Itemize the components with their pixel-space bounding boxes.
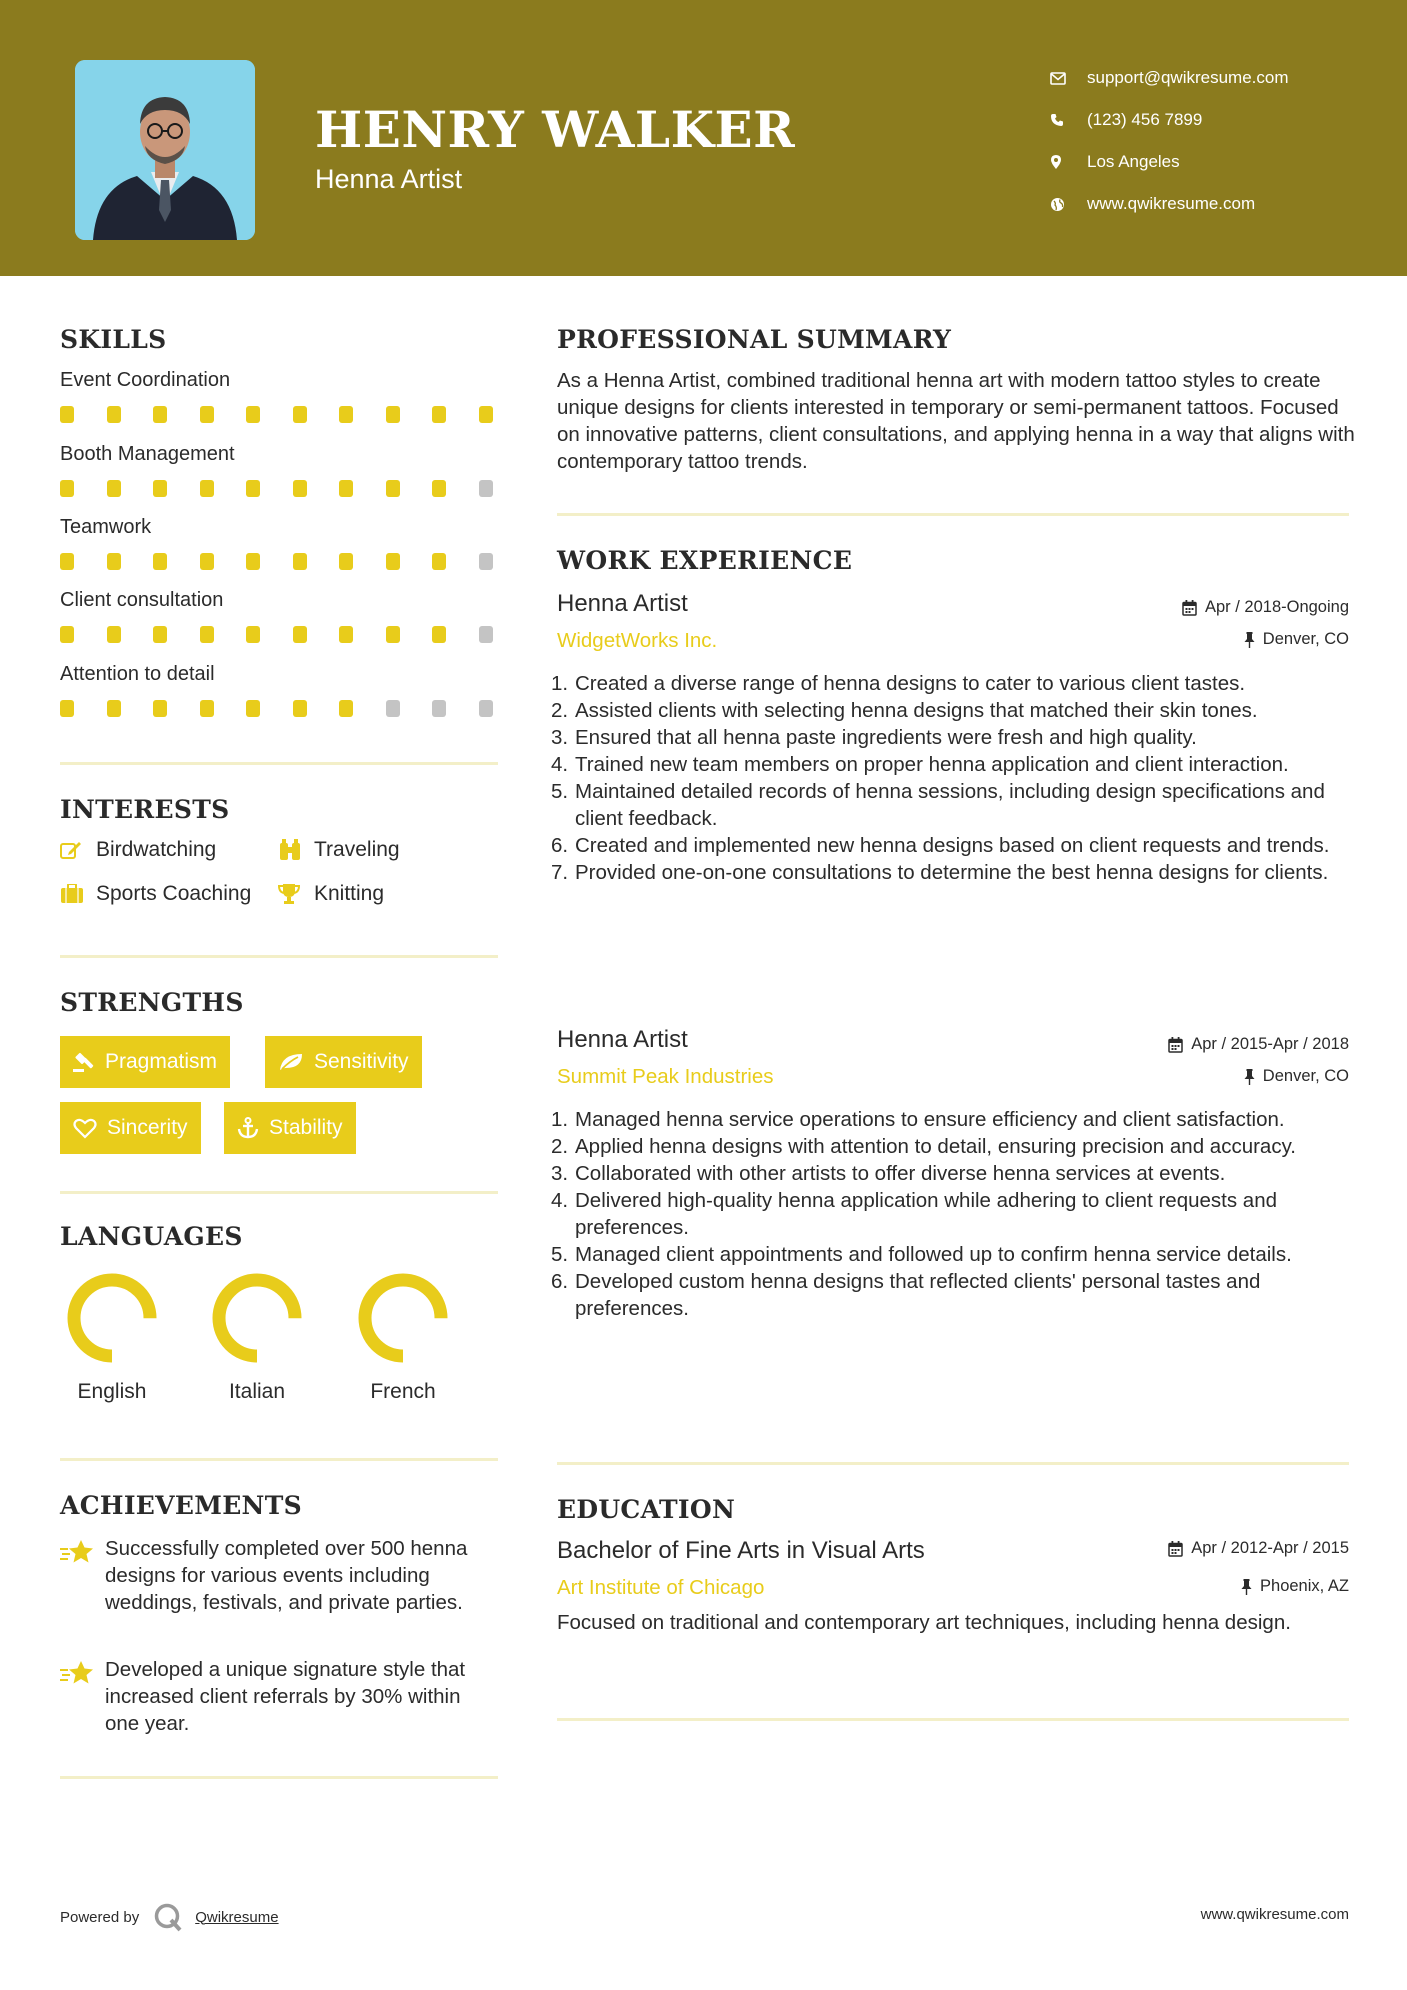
pushpin-icon xyxy=(1244,1069,1255,1085)
skill-dot xyxy=(107,626,121,643)
qwikresume-logo-icon xyxy=(153,1902,183,1932)
section-divider xyxy=(60,1458,498,1461)
language-ring-arc xyxy=(219,1280,295,1356)
skill-dot xyxy=(200,700,214,717)
strength-tag xyxy=(60,1102,201,1154)
skill-dot xyxy=(386,626,400,643)
education-dates-text: Apr / 2012-Apr / 2015 xyxy=(1191,1539,1349,1557)
skill-dot xyxy=(107,480,121,497)
skill-dot xyxy=(60,626,74,643)
skill-dot xyxy=(386,406,400,423)
profile-photo xyxy=(75,60,255,240)
contact-website[interactable] xyxy=(1050,183,1289,225)
language-ring xyxy=(66,1272,158,1364)
duty-item xyxy=(551,859,1357,886)
duty-text: Managed client appointments and followed up to confirm henna service details. xyxy=(575,1243,1292,1266)
strength-label: Sincerity xyxy=(107,1116,188,1139)
school-name: Art Institute of Chicago xyxy=(557,1576,765,1599)
interest-item xyxy=(278,838,400,862)
skill-dot xyxy=(246,406,260,423)
interest-item xyxy=(60,838,216,862)
footer-powered-by xyxy=(60,1902,279,1932)
duty-list xyxy=(551,670,1357,886)
skill-dot xyxy=(200,406,214,423)
duty-text: Collaborated with other artists to offer diverse henna services at events. xyxy=(575,1162,1226,1185)
section-divider xyxy=(557,1718,1349,1721)
duty-item xyxy=(551,697,1357,724)
skill-rating xyxy=(60,480,500,496)
summary-heading: PROFESSIONAL SUMMARY xyxy=(557,325,952,354)
achievements-heading: ACHIEVEMENTS xyxy=(60,1491,302,1520)
contact-website-text: www.qwikresume.com xyxy=(1087,194,1256,213)
skill-dot xyxy=(60,700,74,717)
duty-item xyxy=(551,1133,1357,1160)
heart-icon xyxy=(73,1118,97,1139)
candidate-title: Henna Artist xyxy=(315,164,463,194)
skill-dot xyxy=(153,553,167,570)
duty-text: Developed custom henna designs that reflected clients' personal tastes and preferences. xyxy=(575,1270,1261,1320)
strength-label: Sensitivity xyxy=(314,1050,409,1073)
envelope-icon xyxy=(1050,72,1087,85)
duty-number: 3. xyxy=(551,1162,569,1185)
anchor-icon xyxy=(237,1117,259,1139)
skill-dot xyxy=(107,406,121,423)
duty-item xyxy=(551,1241,1357,1268)
job-title: Henna Artist xyxy=(557,1026,688,1053)
strength-tag xyxy=(265,1036,422,1088)
skill-dot xyxy=(339,406,353,423)
summary-text: As a Henna Artist, combined traditional henna art with modern tattoo styles to create unique designs for clients interested in temporary or semi-permanent tattoos. Focused on innovative patterns, client consultations, and applying henna in a way that aligns with contemporary tattoo trends. xyxy=(557,369,1355,473)
skill-dot xyxy=(293,700,307,717)
duty-text: Managed henna service operations to ensure efficiency and client satisfaction. xyxy=(575,1108,1285,1131)
skill-rating xyxy=(60,406,500,422)
interest-item xyxy=(60,882,251,906)
skill-dot xyxy=(246,626,260,643)
map-pin-icon xyxy=(1050,154,1087,170)
section-divider xyxy=(60,1191,498,1194)
duty-number: 4. xyxy=(551,753,569,776)
interests-heading: INTERESTS xyxy=(60,795,230,824)
calendar-icon xyxy=(1182,600,1197,616)
duty-number: 2. xyxy=(551,1135,569,1158)
skill-name: Event Coordination xyxy=(60,369,231,391)
duty-number: 4. xyxy=(551,1189,569,1212)
contact-list xyxy=(1050,57,1289,225)
duty-number: 1. xyxy=(551,1108,569,1131)
job-location-text: Denver, CO xyxy=(1262,1067,1349,1085)
duty-number: 6. xyxy=(551,1270,569,1293)
skill-dot xyxy=(153,480,167,497)
skill-dot xyxy=(386,553,400,570)
skill-dot xyxy=(432,553,446,570)
interest-label: Traveling xyxy=(314,838,400,861)
interest-label: Sports Coaching xyxy=(96,882,252,905)
duty-item xyxy=(551,832,1357,859)
language-name: English xyxy=(77,1380,147,1403)
duty-number: 2. xyxy=(551,699,569,722)
skill-rating xyxy=(60,626,500,642)
skill-dot xyxy=(293,480,307,497)
contact-phone[interactable] xyxy=(1050,99,1289,141)
skill-dot xyxy=(479,480,493,497)
language-name: Italian xyxy=(228,1380,286,1403)
leaf-icon xyxy=(278,1052,304,1072)
achievement-text: Successfully completed over 500 henna designs for various events including weddings, festivals, and private parties. xyxy=(105,1537,468,1614)
pushpin-icon xyxy=(1241,1579,1252,1595)
shooting-star-icon xyxy=(60,1535,105,1616)
skill-dot xyxy=(479,553,493,570)
candidate-name: HENRY WALKER xyxy=(315,100,796,159)
achievement-item xyxy=(60,1535,500,1616)
skill-rating xyxy=(60,553,500,569)
skill-dot xyxy=(200,626,214,643)
contact-email-text: support@qwikresume.com xyxy=(1087,68,1289,87)
contact-email[interactable] xyxy=(1050,57,1289,99)
duty-text: Applied henna designs with attention to detail, ensuring precision and accuracy. xyxy=(575,1135,1296,1158)
company-name: WidgetWorks Inc. xyxy=(557,629,718,652)
strength-tag xyxy=(60,1036,230,1088)
strength-label: Pragmatism xyxy=(105,1050,218,1073)
skill-dot xyxy=(339,626,353,643)
strength-tag xyxy=(224,1102,356,1154)
globe-icon xyxy=(1050,197,1087,212)
pushpin-icon xyxy=(1244,632,1255,648)
section-divider xyxy=(557,513,1349,516)
job-title: Henna Artist xyxy=(557,590,688,617)
duty-number: 1. xyxy=(551,672,569,695)
skill-dot xyxy=(339,480,353,497)
contact-phone-text: (123) 456 7899 xyxy=(1087,110,1203,129)
contact-location-text: Los Angeles xyxy=(1087,152,1180,171)
skill-dot xyxy=(153,406,167,423)
duty-item xyxy=(551,724,1357,751)
duty-text: Assisted clients with selecting henna designs that matched their skin tones. xyxy=(575,699,1258,722)
skill-name: Teamwork xyxy=(60,516,152,538)
duty-number: 6. xyxy=(551,834,569,857)
language-name: French xyxy=(370,1380,436,1403)
degree-name: Bachelor of Fine Arts in Visual Arts xyxy=(557,1537,925,1564)
skill-dot xyxy=(200,553,214,570)
powered-by-text: Powered by xyxy=(60,1908,140,1926)
skill-name: Client consultation xyxy=(60,589,224,611)
section-divider xyxy=(557,1462,1349,1465)
duty-item xyxy=(551,778,1357,832)
skill-dot xyxy=(339,553,353,570)
duty-text: Ensured that all henna paste ingredients were fresh and high quality. xyxy=(575,726,1197,749)
qwikresume-link[interactable]: Qwikresume xyxy=(195,1908,279,1926)
duty-number: 5. xyxy=(551,1243,569,1266)
trophy-icon xyxy=(278,883,314,905)
strengths-heading: STRENGTHS xyxy=(60,988,244,1017)
language-ring xyxy=(211,1272,303,1364)
skill-dot xyxy=(107,700,121,717)
skill-dot xyxy=(153,626,167,643)
language-item xyxy=(348,1272,458,1404)
company-name: Summit Peak Industries xyxy=(557,1065,774,1088)
achievement-item xyxy=(60,1656,500,1737)
duty-text: Trained new team members on proper henna application and client interaction. xyxy=(575,753,1289,776)
skill-dot xyxy=(60,406,74,423)
calendar-icon xyxy=(1168,1541,1183,1557)
skill-dot xyxy=(200,480,214,497)
job-dates xyxy=(1168,1035,1349,1054)
achievement-text: Developed a unique signature style that increased client referrals by 30% within one year. xyxy=(105,1658,466,1735)
experience-heading: WORK EXPERIENCE xyxy=(557,546,853,575)
phone-icon xyxy=(1050,113,1087,127)
profile-photo-image xyxy=(75,60,255,240)
skill-dot xyxy=(479,406,493,423)
skill-dot xyxy=(60,553,74,570)
skill-dot xyxy=(339,700,353,717)
duty-number: 7. xyxy=(551,861,569,884)
skill-dot xyxy=(246,553,260,570)
skill-dot xyxy=(153,700,167,717)
education-heading: EDUCATION xyxy=(557,1495,736,1524)
skill-dot xyxy=(479,626,493,643)
duty-item xyxy=(551,670,1357,697)
language-item xyxy=(202,1272,312,1404)
section-divider xyxy=(60,1776,498,1779)
section-divider xyxy=(60,762,498,765)
duty-item xyxy=(551,751,1357,778)
skill-rating xyxy=(60,700,500,716)
duty-text: Maintained detailed records of henna sessions, including design specifications and client feedback. xyxy=(575,780,1325,830)
skill-dot xyxy=(293,553,307,570)
duty-number: 3. xyxy=(551,726,569,749)
shooting-star-icon xyxy=(60,1656,105,1737)
duty-number: 5. xyxy=(551,780,569,803)
skills-heading: SKILLS xyxy=(60,325,167,354)
gavel-icon xyxy=(73,1051,95,1073)
job-location-text: Denver, CO xyxy=(1262,630,1349,648)
education-location xyxy=(1241,1577,1349,1596)
duty-list xyxy=(551,1106,1357,1322)
skill-dot xyxy=(386,700,400,717)
job-location xyxy=(1244,630,1349,649)
education-description: Focused on traditional and contemporary art techniques, including henna design. xyxy=(557,1611,1291,1634)
job-dates xyxy=(1182,598,1349,617)
language-ring-arc xyxy=(365,1280,441,1356)
skill-dot xyxy=(432,480,446,497)
duty-item xyxy=(551,1268,1357,1322)
duty-item xyxy=(551,1187,1357,1241)
calendar-icon xyxy=(1168,1037,1183,1053)
edit-icon xyxy=(60,840,96,860)
interest-label: Knitting xyxy=(314,882,385,905)
briefcase-icon xyxy=(60,884,96,904)
skill-dot xyxy=(293,406,307,423)
skill-dot xyxy=(386,480,400,497)
job-location xyxy=(1244,1067,1349,1086)
skill-dot xyxy=(60,480,74,497)
skill-name: Booth Management xyxy=(60,443,235,465)
strength-label: Stability xyxy=(269,1116,343,1139)
duty-text: Created and implemented new henna designs based on client requests and trends. xyxy=(575,834,1330,857)
footer-website[interactable]: www.qwikresume.com xyxy=(1200,1906,1349,1923)
skill-dot xyxy=(293,626,307,643)
duty-item xyxy=(551,1160,1357,1187)
skill-dot xyxy=(246,480,260,497)
duty-text: Provided one-on-one consultations to determine the best henna designs for clients. xyxy=(575,861,1329,884)
job-dates-text: Apr / 2015-Apr / 2018 xyxy=(1191,1035,1349,1053)
interest-item xyxy=(278,882,384,906)
resume-header xyxy=(0,0,1407,276)
skill-dot xyxy=(479,700,493,717)
skill-dot xyxy=(107,553,121,570)
interest-label: Birdwatching xyxy=(96,838,217,861)
skill-dot xyxy=(432,626,446,643)
duty-item xyxy=(551,1106,1357,1133)
duty-text: Created a diverse range of henna designs to cater to various client tastes. xyxy=(575,672,1246,695)
skill-dot xyxy=(246,700,260,717)
skill-dot xyxy=(432,406,446,423)
job-dates-text: Apr / 2018-Ongoing xyxy=(1204,598,1349,616)
languages-heading: LANGUAGES xyxy=(60,1222,243,1251)
section-divider xyxy=(60,955,498,958)
contact-location xyxy=(1050,141,1289,183)
skill-dot xyxy=(432,700,446,717)
language-ring-arc xyxy=(74,1280,150,1356)
duty-text: Delivered high-quality henna application while adhering to client requests and preferences. xyxy=(575,1189,1278,1239)
skill-name: Attention to detail xyxy=(60,663,215,685)
language-ring xyxy=(357,1272,449,1364)
education-dates xyxy=(1168,1539,1349,1558)
binoculars-icon xyxy=(278,839,314,861)
language-item xyxy=(57,1272,167,1404)
education-location-text: Phoenix, AZ xyxy=(1260,1577,1349,1595)
